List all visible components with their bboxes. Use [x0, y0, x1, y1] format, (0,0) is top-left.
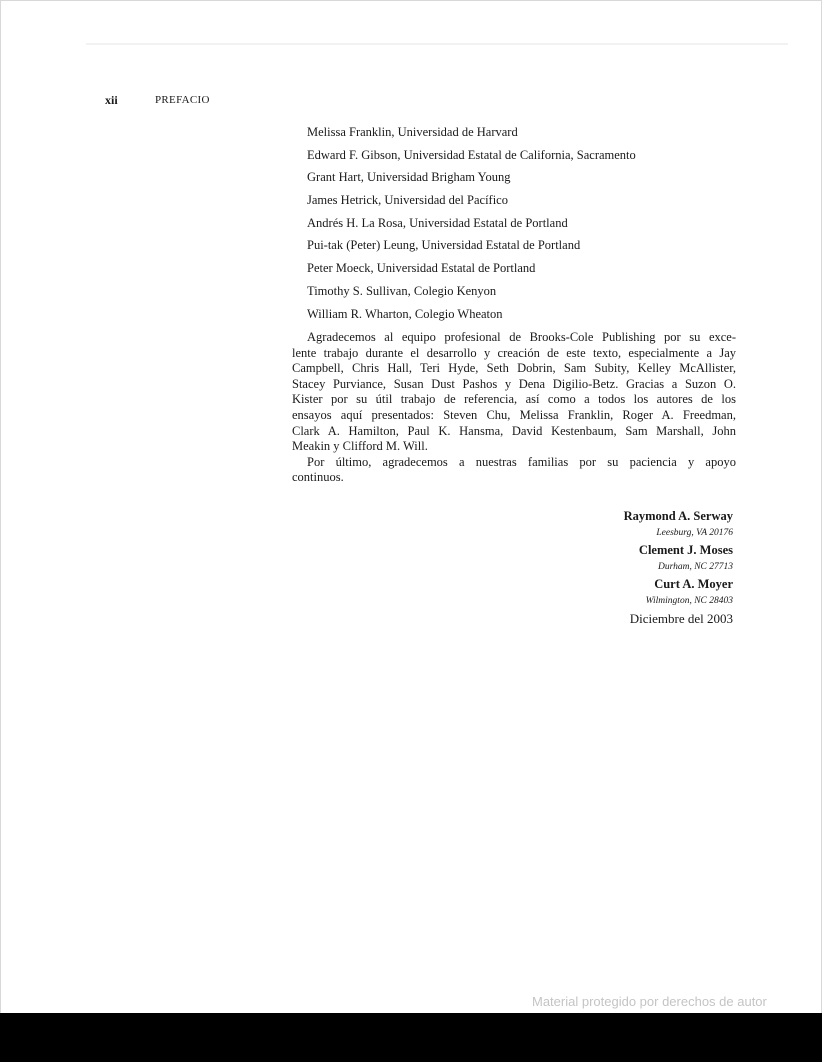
author-name: Clement J. Moses [638, 543, 733, 557]
author-place: Durham, NC 27713 [657, 562, 733, 572]
reviewer-item: Andrés H. La Rosa, Universidad Estatal de Portland [307, 215, 568, 230]
reviewer-item: William R. Wharton, Colegio Wheaton [307, 306, 503, 321]
author-name: Raymond A. Serway [623, 509, 733, 523]
text-line: Por último, agradecemos a nuestras familias por su paciencia y apoyo [307, 454, 736, 469]
author-name: Curt A. Moyer [654, 577, 733, 591]
date: Diciembre del 2003 [629, 611, 733, 626]
reviewer-item: Edward F. Gibson, Universidad Estatal de California, Sacramento [307, 147, 636, 162]
reviewer-item: Pui-tak (Peter) Leung, Universidad Estatal de Portland [307, 238, 581, 253]
reviewer-list [307, 124, 636, 328]
text-line: Kister por su útil trabajo de referencia, así como a todos los autores de los [292, 392, 736, 407]
reviewer-item: Peter Moeck, Universidad Estatal de Portland [307, 261, 536, 276]
text-line: lente trabajo durante el desarrollo y creación de este texto, especialmente a Jay [292, 345, 736, 360]
scan-artifact-stripe [86, 43, 788, 45]
text-line: Clark A. Hamilton, Paul K. Hansma, David Kestenbaum, Sam Marshall, John [292, 423, 736, 438]
text-line: Campbell, Chris Hall, Teri Hyde, Seth Dobrin, Sam Subity, Kelley McAllister, [292, 361, 736, 376]
reviewer-item: James Hetrick, Universidad del Pacífico [307, 193, 508, 208]
text-line: Meakin y Clifford M. Will. [292, 439, 428, 454]
section-title: PREFACIO [155, 94, 210, 106]
text-line: ensayos aquí presentados: Steven Chu, Melissa Franklin, Roger A. Freedman, [292, 407, 736, 422]
author-place: Leesburg, VA 20176 [656, 528, 733, 538]
reviewer-item: Grant Hart, Universidad Brigham Young [307, 170, 511, 185]
reviewer-item: Timothy S. Sullivan, Colegio Kenyon [307, 283, 497, 298]
author-place: Wilmington, NC 28403 [645, 596, 733, 606]
copyright-watermark: Material protegido por derechos de autor [532, 994, 767, 1009]
author-signature [624, 508, 733, 610]
text-line: Agradecemos al equipo profesional de Brooks-Cole Publishing por su exce- [307, 330, 736, 344]
text-line: continuos. [292, 470, 344, 485]
bottom-black-bar [0, 1013, 822, 1062]
reviewer-item: Melissa Franklin, Universidad de Harvard [307, 125, 518, 139]
text-line: Stacey Purviance, Susan Dust Pashos y Dena Digilio-Betz. Gracias a Suzon O. [292, 376, 736, 391]
page-number: xii [105, 93, 118, 107]
acknowledgement-paragraph [292, 330, 736, 486]
